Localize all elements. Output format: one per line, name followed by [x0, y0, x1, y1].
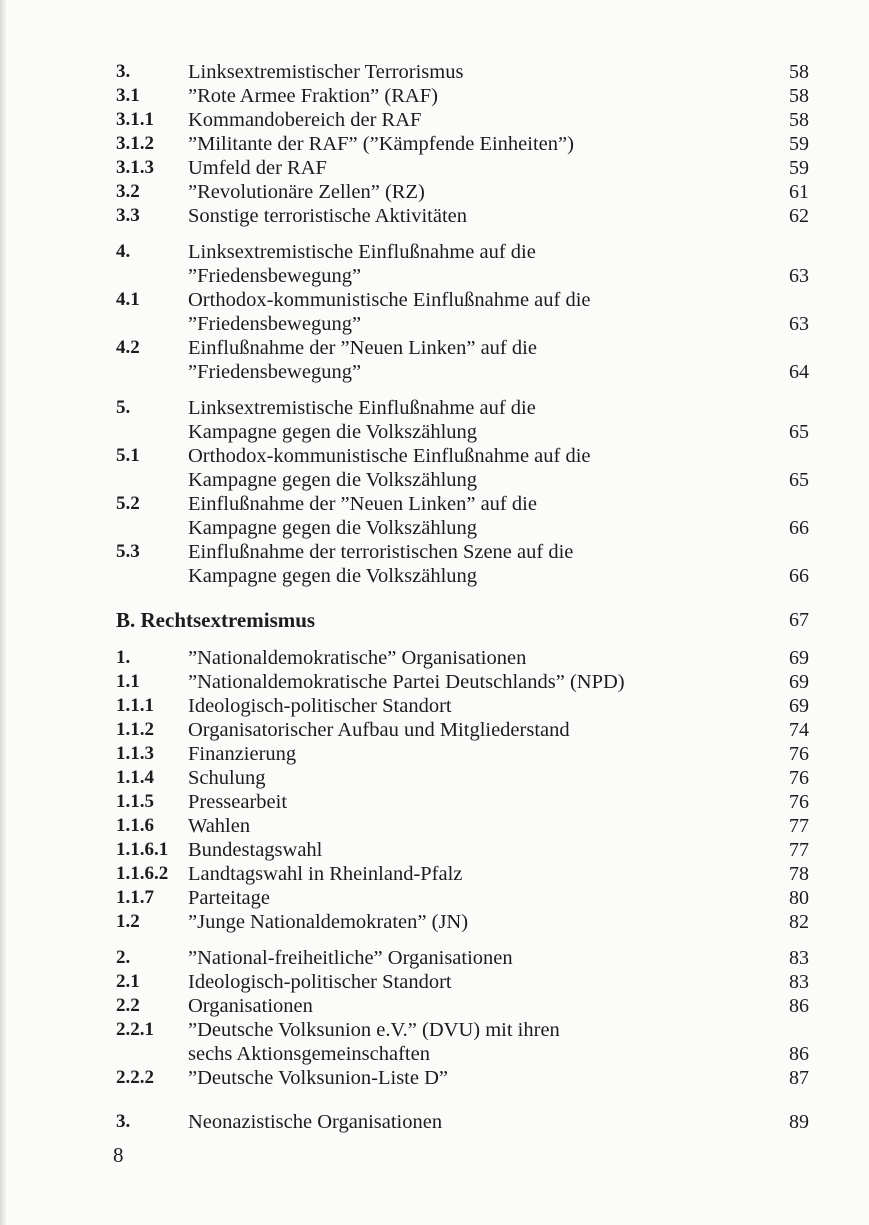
- toc-title: Kommandobereich der RAF: [188, 109, 422, 131]
- toc-page: 77: [789, 839, 809, 861]
- toc-entry: [0, 396, 869, 420]
- toc-title: Organisationen: [188, 995, 313, 1017]
- toc-title: ”National-freiheitliche” Organisationen: [188, 947, 513, 969]
- toc-page: 61: [789, 181, 809, 203]
- toc-entry: [0, 60, 869, 84]
- toc-title: ”Militante der RAF” (”Kämpfende Einheiten”): [188, 133, 574, 155]
- toc-entry: [0, 420, 869, 444]
- toc-number: 3.1: [116, 85, 140, 106]
- toc-page: 86: [789, 1043, 809, 1065]
- toc-page: 64: [789, 361, 809, 383]
- toc-number: 1.1.1: [116, 695, 154, 716]
- toc-page: 82: [789, 911, 809, 933]
- toc-number: 3.3: [116, 205, 140, 226]
- toc-entry: [0, 790, 869, 814]
- toc-page: 58: [789, 85, 809, 107]
- toc-number: 5.3: [116, 541, 140, 562]
- toc-number: 2.2.1: [116, 1019, 154, 1040]
- toc-entry: [0, 1042, 869, 1066]
- toc-title: Parteitage: [188, 887, 270, 909]
- toc-page: 59: [789, 133, 809, 155]
- toc-number: 3.1.1: [116, 109, 154, 130]
- toc-entry: [0, 910, 869, 934]
- toc-title: sechs Aktionsgemeinschaften: [188, 1043, 430, 1065]
- toc-number: 2.2: [116, 995, 140, 1016]
- toc-title: Orthodox-kommunistische Einflußnahme auf die: [188, 289, 591, 311]
- toc-title: ”Friedensbewegung”: [188, 361, 362, 383]
- toc-page: 83: [789, 971, 809, 993]
- toc-entry: [0, 862, 869, 886]
- toc-page: 58: [789, 61, 809, 83]
- section-heading: B. Rechtsextremismus: [116, 608, 316, 632]
- toc-number: 3.1.3: [116, 157, 154, 178]
- toc-entry: [0, 742, 869, 766]
- toc-title: ”Deutsche Volksunion-Liste D”: [188, 1067, 449, 1089]
- toc-page: 69: [789, 671, 809, 693]
- toc-page: 83: [789, 947, 809, 969]
- toc-number: 4.2: [116, 337, 140, 358]
- toc-number: 1.1.6: [116, 815, 154, 836]
- toc-title: Schulung: [188, 767, 266, 789]
- toc-number: 1.1: [116, 671, 140, 692]
- toc-entry: [0, 516, 869, 540]
- toc-entry: [0, 240, 869, 264]
- toc-title: ”Revolutionäre Zellen” (RZ): [188, 181, 425, 203]
- toc-entry: [0, 180, 869, 204]
- toc-title: Sonstige terroristische Aktivitäten: [188, 205, 467, 227]
- toc-number: 3.: [116, 1111, 131, 1132]
- toc-page: 74: [789, 719, 809, 741]
- toc-entry: [0, 838, 869, 862]
- toc-title: Finanzierung: [188, 743, 297, 765]
- toc-title: Linksextremistischer Terrorismus: [188, 61, 464, 83]
- toc-entry: [0, 360, 869, 384]
- toc-number: 2.1: [116, 971, 140, 992]
- toc-title: Kampagne gegen die Volkszählung: [188, 565, 478, 587]
- toc-page: 58: [789, 109, 809, 131]
- toc-page: 69: [789, 647, 809, 669]
- toc-title: Landtagswahl in Rheinland-Pfalz: [188, 863, 463, 885]
- toc-title: Einflußnahme der ”Neuen Linken” auf die: [188, 337, 537, 359]
- toc-number: 1.2: [116, 911, 140, 932]
- toc-entry: [0, 718, 869, 742]
- toc-number: 5.: [116, 397, 131, 418]
- toc-title: ”Friedensbewegung”: [188, 265, 362, 287]
- toc-entry: [0, 492, 869, 516]
- toc-page: 65: [789, 421, 809, 443]
- toc-page: 80: [789, 887, 809, 909]
- toc-entry: [0, 264, 869, 288]
- toc-number: 1.1.3: [116, 743, 154, 764]
- toc-entry: [0, 670, 869, 694]
- toc-title: ”Friedensbewegung”: [188, 313, 362, 335]
- toc-entry: [0, 132, 869, 156]
- toc-title: Bundestagswahl: [188, 839, 323, 861]
- toc-title: Linksextremistische Einflußnahme auf die: [188, 397, 536, 419]
- page-number: 8: [113, 1143, 124, 1167]
- toc-number: 4.1: [116, 289, 140, 310]
- toc-entry: [0, 540, 869, 564]
- toc-number: 1.1.5: [116, 791, 154, 812]
- toc-page: 69: [789, 695, 809, 717]
- toc-entry: [0, 814, 869, 838]
- toc-title: ”Nationaldemokratische” Organisationen: [188, 647, 527, 669]
- toc-title: Kampagne gegen die Volkszählung: [188, 421, 478, 443]
- toc-number: 1.1.6.2: [116, 863, 169, 884]
- toc-title: ”Nationaldemokratische Partei Deutschlands” (NPD): [188, 671, 625, 693]
- toc-title: Einflußnahme der ”Neuen Linken” auf die: [188, 493, 537, 515]
- toc-entry: [0, 694, 869, 718]
- toc-page: 77: [789, 815, 809, 837]
- toc-entry: [0, 994, 869, 1018]
- toc-entry: [0, 336, 869, 360]
- toc-number: 3.: [116, 61, 131, 82]
- toc-page: 76: [789, 767, 809, 789]
- toc-title: Pressearbeit: [188, 791, 288, 813]
- toc-title: Ideologisch-politischer Standort: [188, 971, 452, 993]
- toc-entry: [0, 886, 869, 910]
- toc-entry: [0, 84, 869, 108]
- toc-page: 86: [789, 995, 809, 1017]
- toc-entry: [0, 1066, 869, 1090]
- toc-title: Kampagne gegen die Volkszählung: [188, 517, 478, 539]
- toc-entry: [0, 204, 869, 228]
- toc-number: 2.: [116, 947, 131, 968]
- toc-page: 59: [789, 157, 809, 179]
- toc-page: 89: [789, 1111, 809, 1133]
- toc-entry: [0, 766, 869, 790]
- section-page: 67: [789, 609, 809, 631]
- toc-entry: [0, 564, 869, 588]
- toc-page: 63: [789, 265, 809, 287]
- toc-number: 1.1.4: [116, 767, 154, 788]
- toc-page: 76: [789, 791, 809, 813]
- toc-title: Linksextremistische Einflußnahme auf die: [188, 241, 536, 263]
- toc-entry: [0, 444, 869, 468]
- toc-entry: [0, 156, 869, 180]
- toc-entry: [0, 946, 869, 970]
- toc-entry: [0, 1110, 869, 1134]
- toc-title: ”Junge Nationaldemokraten” (JN): [188, 911, 469, 933]
- toc-title: Ideologisch-politischer Standort: [188, 695, 452, 717]
- toc-entry: [0, 108, 869, 132]
- toc-title: Umfeld der RAF: [188, 157, 327, 179]
- toc-number: 1.1.2: [116, 719, 154, 740]
- toc-page: 65: [789, 469, 809, 491]
- toc-page: 66: [789, 517, 809, 539]
- toc-number: 3.2: [116, 181, 140, 202]
- toc-number: 3.1.2: [116, 133, 154, 154]
- toc-title: ”Rote Armee Fraktion” (RAF): [188, 85, 438, 107]
- toc-number: 5.2: [116, 493, 140, 514]
- toc-title: ”Deutsche Volksunion e.V.” (DVU) mit ihren: [188, 1019, 560, 1041]
- toc-number: 1.1.7: [116, 887, 154, 908]
- toc-page: 76: [789, 743, 809, 765]
- toc-title: Neonazistische Organisationen: [188, 1111, 443, 1133]
- toc-entry: [0, 312, 869, 336]
- toc-number: 5.1: [116, 445, 140, 466]
- toc-title: Orthodox-kommunistische Einflußnahme auf die: [188, 445, 591, 467]
- section-heading-row: [0, 608, 869, 632]
- toc-page: 62: [789, 205, 809, 227]
- toc-title: Wahlen: [188, 815, 251, 837]
- toc-page: 66: [789, 565, 809, 587]
- toc-number: 1.1.6.1: [116, 839, 169, 860]
- toc-entry: [0, 468, 869, 492]
- toc-title: Kampagne gegen die Volkszählung: [188, 469, 478, 491]
- toc-title: Einflußnahme der terroristischen Szene auf die: [188, 541, 574, 563]
- toc-entry: [0, 970, 869, 994]
- toc-number: 2.2.2: [116, 1067, 154, 1088]
- toc-entry: [0, 1018, 869, 1042]
- toc-page: 63: [789, 313, 809, 335]
- toc-page: 87: [789, 1067, 809, 1089]
- toc-title: Organisatorischer Aufbau und Mitgliederstand: [188, 719, 570, 741]
- toc-entry: [0, 288, 869, 312]
- toc-entry: [0, 646, 869, 670]
- toc-number: 1.: [116, 647, 131, 668]
- toc-page: 78: [789, 863, 809, 885]
- toc-number: 4.: [116, 241, 131, 262]
